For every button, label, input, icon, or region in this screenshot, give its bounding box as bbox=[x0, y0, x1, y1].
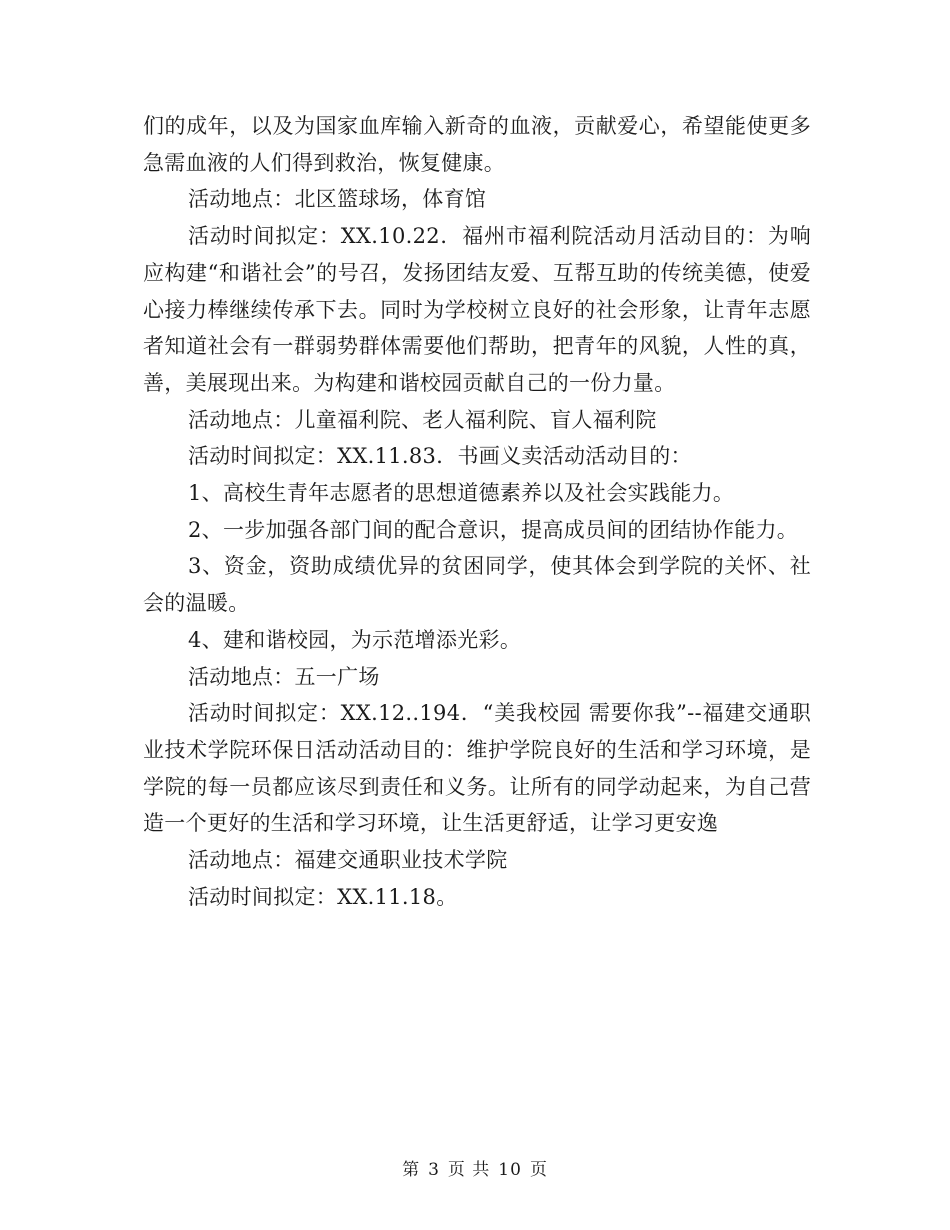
paragraph: 2、一步加强各部门间的配合意识，提高成员间的团结协作能力。 bbox=[188, 517, 799, 542]
paragraph: 活动地点：五一广场 bbox=[188, 664, 380, 689]
paragraph: 活动地点：福建交通职业技术学院 bbox=[188, 848, 508, 873]
paragraph: 活动地点：北区篮球场，体育馆 bbox=[188, 187, 487, 212]
paragraph: 活动时间拟定：XX.11.18。 bbox=[188, 884, 458, 909]
paragraph: 1、高校生青年志愿者的思想道德素养以及社会实践能力。 bbox=[188, 481, 735, 506]
page-label-mid: 页 共 bbox=[447, 1160, 491, 1180]
paragraph: 3、资金，资助成绩优异的贫困同学，使其体会到学院的关怀、社会的温暖。 bbox=[143, 554, 811, 616]
page-label-suffix: 页 bbox=[529, 1160, 548, 1180]
paragraph: 活动地点：儿童福利院、老人福利院、盲人福利院 bbox=[188, 407, 657, 432]
paragraph: 们的成年，以及为国家血库输入新奇的血液，贡献爱心，希望能使更多急需血液的人们得到救治，恢复健康。 bbox=[143, 114, 811, 175]
total-pages-number: 10 bbox=[498, 1160, 522, 1180]
current-page-number: 3 bbox=[428, 1160, 440, 1180]
paragraph: 4、建和谐校园，为示范增添光彩。 bbox=[188, 627, 522, 652]
paragraph: 活动时间拟定：XX.10.22．福州市福利院活动月活动目的：为响应构建“和谐社会”的号召，发扬团结友爱、互帮互助的传统美德，使爱心接力棒继续传承下去。同时为学校树立良好的社会形象，让青年志愿者知道社会有一群弱势群体需要他们帮助，把青年的风貌，人性的真，善，美展现出来。为构建和谐校园贡献自己的一份力量。 bbox=[143, 224, 811, 395]
paragraph: 活动时间拟定：XX.12..194．“美我校园 需要你我”--福建交通职业技术学院环保日活动活动目的：维护学院良好的生活和学习环境，是学院的每一员都应该尽到责任和义务。让所有的同学动起来，为自己营造一个更好的生活和学习环境，让生活更舒适，让学习更安逸 bbox=[143, 701, 811, 836]
paragraph: 活动时间拟定：XX.11.83．书画义卖活动活动目的： bbox=[188, 444, 692, 469]
page-label-prefix: 第 bbox=[402, 1160, 421, 1180]
document-body bbox=[143, 108, 811, 915]
page-footer bbox=[0, 1155, 950, 1180]
